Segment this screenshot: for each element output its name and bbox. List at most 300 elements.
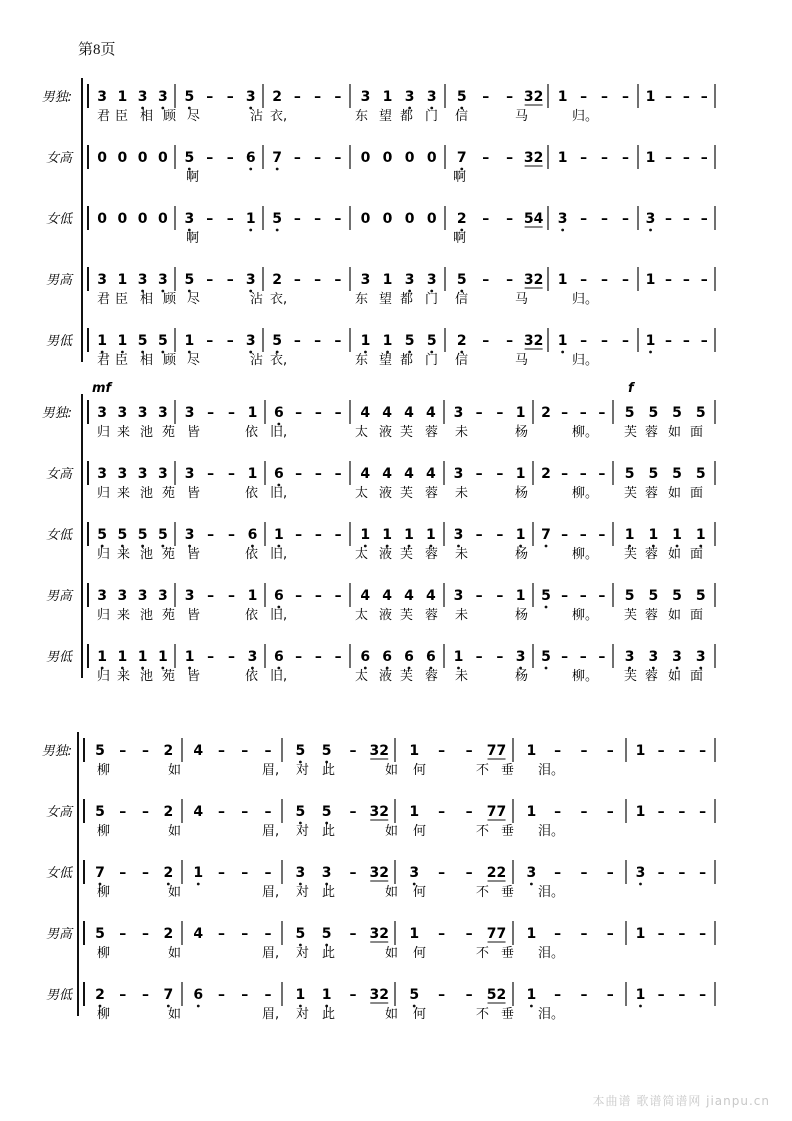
jianpu-note: – — [228, 649, 236, 665]
lyric-char: 柳 — [97, 763, 111, 778]
lyric-char: 相 — [140, 353, 154, 368]
jianpu-note: 3 — [97, 272, 108, 288]
jianpu-note: – — [334, 466, 342, 482]
jianpu-note: – — [293, 150, 301, 166]
low-octave-dot — [649, 351, 652, 354]
jianpu-note: 4 — [360, 405, 371, 421]
lyric-char: 苑 — [162, 669, 176, 684]
jianpu-note: – — [699, 743, 707, 759]
jianpu-note: 1 — [117, 89, 128, 105]
jianpu-note: – — [496, 466, 504, 482]
lyric-char: 垂 — [501, 824, 515, 839]
low-octave-dot — [276, 229, 279, 232]
jianpu-note: 4 — [426, 405, 436, 421]
jianpu-note: 1 — [526, 804, 537, 820]
jianpu-note: 4 — [404, 588, 414, 604]
jianpu-note: – — [682, 89, 690, 105]
jianpu-note: – — [295, 527, 303, 543]
jianpu-note: – — [142, 926, 150, 942]
jianpu-note: 3 — [137, 466, 148, 482]
jianpu-note: 3 — [157, 588, 168, 604]
jianpu-note: – — [682, 211, 690, 227]
lyric-char: 柳。 — [572, 425, 599, 440]
jianpu-note: 5 — [184, 272, 195, 288]
lyric-char: 不 — [476, 763, 490, 778]
jianpu-note: 3 — [645, 211, 656, 227]
lyric-char: 来 — [117, 486, 131, 501]
jianpu-note: – — [314, 89, 322, 105]
voice-label: 男独: — [41, 744, 72, 759]
lyric-char: 东 — [355, 353, 369, 368]
jianpu-note: 4 — [404, 405, 414, 421]
jianpu-note: 0 — [97, 150, 108, 166]
jianpu-note: 1 — [184, 333, 195, 349]
jianpu-note: – — [314, 211, 322, 227]
lyric-char: 眉, — [262, 824, 280, 839]
jianpu-note: – — [264, 743, 272, 759]
lyric-char: 来 — [117, 425, 131, 440]
jianpu-note: 6 — [360, 649, 371, 665]
lyric-char: 依 — [245, 547, 259, 562]
lyric-char: 柳 — [97, 946, 111, 961]
jianpu-note: 3 — [137, 89, 148, 105]
jianpu-note: 5 — [672, 588, 682, 604]
jianpu-note: 1 — [635, 926, 646, 942]
dynamic-marking-end: f — [628, 381, 634, 396]
lyric-char: 蓉 — [425, 486, 439, 501]
jianpu-note: 5 — [184, 89, 195, 105]
lyric-char: 如 — [168, 824, 182, 839]
voice-staff — [46, 267, 715, 307]
jianpu-note: 5 — [541, 649, 551, 665]
lyric-char: 此 — [322, 1007, 336, 1022]
lyric-char: 臣 — [115, 109, 129, 124]
jianpu-note: 1 — [645, 89, 656, 105]
jianpu-note: – — [295, 588, 303, 604]
jianpu-note: 54 — [523, 211, 544, 227]
lyric-char: 液 — [379, 547, 393, 562]
jianpu-note: 5 — [95, 743, 105, 759]
lyric-char: 何 — [413, 946, 427, 961]
voice-staff — [46, 145, 715, 185]
jianpu-note: 3 — [97, 466, 108, 482]
lyric-char: 芙 — [400, 486, 414, 501]
jianpu-note: – — [621, 333, 629, 349]
lyric-char: 君 — [97, 292, 111, 307]
lyric-char: 啊 — [453, 170, 467, 185]
jianpu-note: 3 — [157, 466, 168, 482]
jianpu-note: 3 — [184, 211, 195, 227]
jianpu-note: 0 — [97, 211, 108, 227]
lyric-char: 马 — [515, 353, 529, 368]
lyric-char: 旧, — [270, 608, 288, 623]
jianpu-note: 3 — [184, 466, 195, 482]
jianpu-note: 3 — [97, 405, 108, 421]
jianpu-note: 5 — [272, 211, 283, 227]
jianpu-note: 1 — [404, 527, 414, 543]
lyric-char: 如 — [668, 547, 682, 562]
jianpu-note: – — [554, 926, 562, 942]
voice-staff — [46, 328, 715, 368]
jianpu-note: 5 — [624, 588, 635, 604]
jianpu-note: – — [700, 211, 708, 227]
jianpu-note: 4 — [426, 466, 436, 482]
lyric-char: 对 — [296, 946, 310, 961]
jianpu-note: 4 — [360, 466, 371, 482]
lyric-char: 芙 — [624, 608, 638, 623]
lyric-char: 归 — [97, 669, 111, 684]
jianpu-note: – — [226, 333, 234, 349]
lyric-char: 柳 — [97, 885, 111, 900]
jianpu-note: 77 — [486, 743, 507, 759]
jianpu-note: – — [554, 987, 562, 1003]
lyric-char: 信 — [455, 353, 469, 368]
jianpu-note: – — [664, 272, 672, 288]
jianpu-note: 4 — [382, 466, 393, 482]
lyric-char: 不 — [476, 1007, 490, 1022]
jianpu-note: 5 — [695, 405, 706, 421]
lyric-char: 臣 — [115, 292, 129, 307]
jianpu-note: – — [206, 211, 214, 227]
jianpu-note: – — [465, 926, 473, 942]
jianpu-note: 3 — [360, 272, 371, 288]
lyric-char: 啊 — [186, 231, 200, 246]
jianpu-note: – — [349, 926, 357, 942]
jianpu-note: 0 — [382, 211, 393, 227]
jianpu-note: 2 — [541, 405, 551, 421]
jianpu-note: 1 — [247, 466, 258, 482]
jianpu-note: – — [561, 527, 569, 543]
jianpu-note: – — [119, 987, 127, 1003]
jianpu-note: – — [314, 333, 322, 349]
lyric-char: 望 — [379, 109, 393, 124]
jianpu-note: 5 — [695, 466, 706, 482]
jianpu-note: 3 — [137, 588, 148, 604]
lyric-char: 杨 — [515, 486, 529, 501]
jianpu-note: – — [475, 649, 483, 665]
jianpu-note: – — [482, 272, 490, 288]
jianpu-note: – — [218, 987, 226, 1003]
lyric-char: 面 — [690, 608, 704, 623]
jianpu-note: – — [293, 89, 301, 105]
lyric-char: 归。 — [572, 109, 599, 124]
voice-staff — [46, 982, 715, 1022]
lyric-char: 芙 — [400, 547, 414, 562]
jianpu-note: – — [700, 333, 708, 349]
jianpu-note: 5 — [624, 466, 635, 482]
low-octave-dot — [276, 168, 279, 171]
jianpu-note: 2 — [95, 987, 105, 1003]
lyric-char: 蓉 — [425, 425, 439, 440]
lyric-char: 归 — [97, 486, 111, 501]
jianpu-note: 6 — [404, 649, 414, 665]
score-system — [42, 732, 715, 1022]
jianpu-note: 1 — [137, 649, 148, 665]
jianpu-note: 5 — [117, 527, 128, 543]
jianpu-note: 5 — [157, 527, 168, 543]
jianpu-note: 1 — [672, 527, 682, 543]
lyric-char: 液 — [379, 608, 393, 623]
jianpu-note: 5 — [426, 333, 437, 349]
jianpu-note: 1 — [695, 527, 706, 543]
jianpu-note: – — [206, 150, 214, 166]
lyric-char: 东 — [355, 292, 369, 307]
lyric-char: 芙 — [400, 608, 414, 623]
lyric-char: 此 — [322, 885, 336, 900]
jianpu-note: – — [700, 89, 708, 105]
jianpu-note: – — [349, 804, 357, 820]
lyric-char: 苑 — [162, 425, 176, 440]
jianpu-note: 1 — [648, 527, 659, 543]
lyric-char: 门 — [425, 292, 439, 307]
lyric-char: 旧, — [270, 425, 288, 440]
jianpu-note: 4 — [382, 405, 393, 421]
jianpu-note: – — [561, 405, 569, 421]
score-system — [42, 78, 715, 368]
jianpu-note: 2 — [456, 211, 467, 227]
voice-label: 男低 — [45, 334, 72, 349]
jianpu-note: 77 — [486, 926, 507, 942]
jianpu-note: 22 — [486, 865, 507, 881]
jianpu-note: 1 — [557, 272, 568, 288]
jianpu-note: 5 — [97, 527, 108, 543]
lyric-char: 蓉 — [645, 486, 659, 501]
jianpu-note: – — [678, 743, 686, 759]
jianpu-note: 3 — [426, 272, 437, 288]
jianpu-note: – — [207, 405, 215, 421]
jianpu-note: – — [496, 405, 504, 421]
jianpu-note: 3 — [157, 272, 168, 288]
jianpu-note: 1 — [557, 333, 568, 349]
jianpu-note: – — [657, 987, 665, 1003]
jianpu-note: 32 — [523, 333, 544, 349]
jianpu-note: 1 — [526, 743, 537, 759]
voice-staff — [46, 799, 715, 839]
jianpu-note: 3 — [695, 649, 706, 665]
jianpu-note: – — [657, 926, 665, 942]
jianpu-note: – — [580, 89, 588, 105]
jianpu-note: – — [601, 333, 609, 349]
voice-label: 男独: — [41, 406, 72, 421]
jianpu-note: 3 — [97, 89, 108, 105]
jianpu-note: – — [206, 333, 214, 349]
lyric-char: 柳。 — [572, 547, 599, 562]
lyric-char: 芙 — [624, 669, 638, 684]
lyric-char: 归 — [97, 547, 111, 562]
jianpu-note: 4 — [382, 588, 393, 604]
lyric-char: 如 — [385, 824, 399, 839]
lyric-char: 归。 — [572, 292, 599, 307]
lyric-char: 蓉 — [645, 608, 659, 623]
low-octave-dot — [561, 229, 564, 232]
jianpu-note: 5 — [648, 588, 659, 604]
lyric-char: 此 — [322, 824, 336, 839]
lyric-char: 池 — [140, 425, 154, 440]
jianpu-note: – — [561, 649, 569, 665]
jianpu-note: 3 — [321, 865, 332, 881]
jianpu-note: 5 — [321, 743, 332, 759]
lyric-char: 苑 — [162, 486, 176, 501]
jianpu-note: 6 — [382, 649, 393, 665]
jianpu-note: 7 — [272, 150, 283, 166]
jianpu-note: – — [475, 588, 483, 604]
jianpu-note: 1 — [117, 649, 128, 665]
voice-label: 男独: — [41, 90, 72, 105]
lyric-char: 池 — [140, 669, 154, 684]
jianpu-note: 2 — [541, 466, 551, 482]
jianpu-note: 4 — [193, 743, 204, 759]
jianpu-note: – — [496, 527, 504, 543]
jianpu-note: 1 — [409, 743, 420, 759]
jianpu-note: – — [142, 743, 150, 759]
lyric-char: 太 — [355, 608, 369, 623]
jianpu-note: 0 — [404, 211, 415, 227]
jianpu-note: – — [334, 211, 342, 227]
lyric-char: 如 — [668, 425, 682, 440]
jianpu-note: 3 — [624, 649, 635, 665]
jianpu-note: 1 — [635, 743, 646, 759]
lyric-char: 池 — [140, 486, 154, 501]
jianpu-note: 3 — [672, 649, 682, 665]
jianpu-note: 7 — [456, 150, 467, 166]
lyric-char: 归。 — [572, 353, 599, 368]
voice-label: 女高 — [45, 467, 72, 482]
lyric-char: 芙 — [624, 486, 638, 501]
jianpu-note: 1 — [360, 333, 371, 349]
jianpu-note: 3 — [157, 405, 168, 421]
lyric-char: 尽 — [187, 353, 201, 368]
lyric-char: 依 — [245, 669, 259, 684]
jianpu-note: – — [293, 272, 301, 288]
lyric-char: 何 — [413, 824, 427, 839]
jianpu-note: 2 — [163, 743, 174, 759]
lyric-char: 旧, — [270, 486, 288, 501]
lyric-char: 蓉 — [645, 547, 659, 562]
jianpu-note: 1 — [426, 527, 436, 543]
lyric-char: 面 — [690, 425, 704, 440]
jianpu-note: 3 — [184, 527, 195, 543]
jianpu-note: – — [621, 150, 629, 166]
jianpu-note: – — [699, 865, 707, 881]
jianpu-note: 1 — [382, 89, 393, 105]
lyric-char: 池 — [140, 608, 154, 623]
jianpu-note: – — [293, 333, 301, 349]
jianpu-note: 5 — [157, 333, 168, 349]
lyric-char: 眉, — [262, 763, 280, 778]
jianpu-note: – — [119, 926, 127, 942]
jianpu-note: – — [295, 466, 303, 482]
lyric-char: 尽 — [187, 292, 201, 307]
jianpu-note: 5 — [272, 333, 283, 349]
low-octave-dot — [545, 606, 548, 609]
jianpu-note: 0 — [117, 150, 128, 166]
jianpu-note: – — [218, 804, 226, 820]
jianpu-note: – — [598, 405, 606, 421]
lyric-char: 柳。 — [572, 669, 599, 684]
voice-label: 女低 — [45, 866, 72, 881]
jianpu-note: 4 — [404, 466, 414, 482]
jianpu-note: 3 — [648, 649, 659, 665]
jianpu-note: 3 — [184, 588, 195, 604]
page-number: 第8页 — [78, 42, 116, 58]
dynamic-marking-start: mf — [92, 381, 112, 396]
lyric-char: 信 — [455, 292, 469, 307]
lyric-char: 皆 — [187, 425, 201, 440]
jianpu-note: 1 — [526, 987, 537, 1003]
jianpu-note: 1 — [245, 211, 256, 227]
jianpu-note: – — [554, 743, 562, 759]
lyric-char: 啊 — [453, 231, 467, 246]
jianpu-note: – — [465, 743, 473, 759]
jianpu-note: 3 — [360, 89, 371, 105]
jianpu-note: – — [264, 865, 272, 881]
jianpu-note: – — [682, 150, 690, 166]
jianpu-note: – — [465, 987, 473, 1003]
jianpu-note: 4 — [193, 926, 204, 942]
jianpu-note: 3 — [404, 272, 415, 288]
lyric-char: 蓉 — [425, 608, 439, 623]
jianpu-note: – — [314, 588, 322, 604]
lyric-char: 眉, — [262, 1007, 280, 1022]
jianpu-note: 1 — [624, 527, 635, 543]
jianpu-note: – — [206, 272, 214, 288]
jianpu-note: 2 — [163, 804, 174, 820]
jianpu-note: – — [664, 333, 672, 349]
jianpu-note: – — [207, 466, 215, 482]
jianpu-note: 1 — [382, 333, 393, 349]
jianpu-note: – — [228, 527, 236, 543]
jianpu-note: – — [580, 865, 588, 881]
lyric-char: 臣 — [115, 353, 129, 368]
jianpu-note: 1 — [247, 405, 258, 421]
lyric-char: 未 — [455, 547, 469, 562]
jianpu-note: – — [506, 333, 514, 349]
jianpu-note: 5 — [456, 89, 467, 105]
lyric-char: 皆 — [187, 669, 201, 684]
jianpu-note: 6 — [273, 405, 284, 421]
low-octave-dot — [197, 1005, 200, 1008]
jianpu-note: – — [226, 211, 234, 227]
low-octave-dot — [530, 1005, 533, 1008]
jianpu-note: 5 — [456, 272, 467, 288]
jianpu-note: – — [119, 865, 127, 881]
lyric-char: 如 — [668, 608, 682, 623]
jianpu-note: 1 — [295, 987, 306, 1003]
voice-label: 女高 — [45, 805, 72, 820]
jianpu-note: – — [314, 272, 322, 288]
lyric-char: 如 — [385, 885, 399, 900]
jianpu-note: – — [496, 588, 504, 604]
jianpu-note: – — [579, 405, 587, 421]
jianpu-note: – — [699, 926, 707, 942]
jianpu-note: 1 — [360, 527, 371, 543]
jianpu-note: 2 — [456, 333, 467, 349]
voice-label: 男低 — [45, 650, 72, 665]
jianpu-note: 1 — [557, 150, 568, 166]
lyric-char: 芙 — [624, 547, 638, 562]
jianpu-note: – — [206, 89, 214, 105]
jianpu-note: – — [349, 865, 357, 881]
jianpu-note: 2 — [163, 865, 174, 881]
lyric-char: 对 — [296, 763, 310, 778]
jianpu-note: – — [334, 405, 342, 421]
jianpu-note: – — [664, 150, 672, 166]
jianpu-note: 0 — [137, 150, 148, 166]
low-octave-dot — [545, 545, 548, 548]
lyric-char: 皆 — [187, 486, 201, 501]
jianpu-note: – — [678, 865, 686, 881]
jianpu-note: – — [314, 405, 322, 421]
